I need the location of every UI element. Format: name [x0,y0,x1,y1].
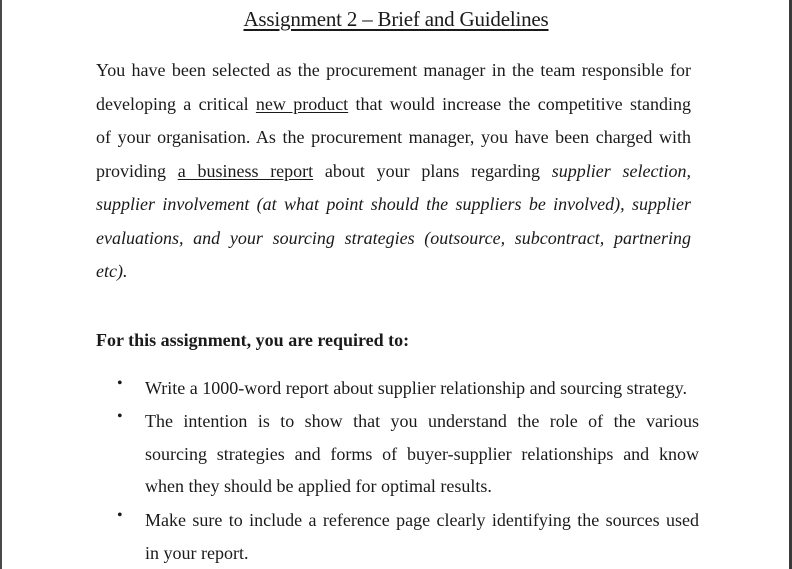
italic-text-run: supplier selection, [551,160,691,181]
paragraph-line: of your organisation. As the procurement manager, you have been charged with [96,127,691,147]
paragraph-line: etc). [96,261,128,281]
bullet-icon: • [117,507,123,524]
list-item-text [145,405,699,503]
paragraph-line [96,155,691,189]
list-item-line: Write a 1000-word report about supplier relationship and sourcing strategy. [145,378,687,398]
text-run: developing a critical [96,93,256,114]
list-item-text [145,504,699,569]
bullet-icon: • [117,375,123,392]
brief-paragraph [96,54,691,289]
list-item-line: Make sure to include a reference page clearly identifying the sources used [145,510,699,530]
business-report-underlined: a business report [177,160,314,181]
paragraph-line [96,88,691,122]
list-item-line: when they should be applied for optimal results. [145,476,492,496]
paragraph-line: evaluations, and your sourcing strategies (outsource, subcontract, partnering [96,227,691,248]
text-run: that would increase the competitive standing [348,93,691,114]
list-item-line: sourcing strategies and forms of buyer-supplier relationships and know [145,443,699,464]
paragraph-line: supplier involvement (at what point should the suppliers be involved), supplier [96,194,691,214]
text-run: providing [96,160,178,181]
page-left-border [0,0,2,569]
requirements-heading: For this assignment, you are required to: [96,330,410,350]
new-product-underlined: new product [255,93,349,114]
bullet-icon: • [117,408,123,425]
list-item-line: The intention is to show that you understand the role of the various [145,411,699,431]
list-item-line: in your report. [145,542,249,563]
list-item-text [145,372,699,405]
text-run: about your plans regarding [313,160,552,181]
paragraph-line: You have been selected as the procurement manager in the team responsible for [96,60,691,80]
document-title: Assignment 2 – Brief and Guidelines [243,7,549,31]
